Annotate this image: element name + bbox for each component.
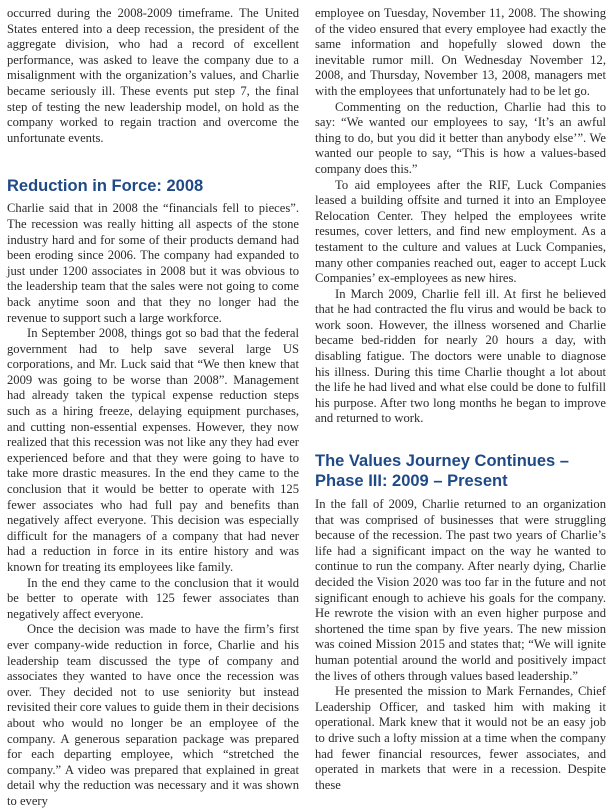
left-column — [7, 6, 299, 810]
right-column — [315, 6, 606, 793]
body-paragraph: He presented the mission to Mark Fernandes, Chief Leadership Officer, and tasked him with making it operational. Mark knew that it would not be an easy job to drive such a lofty mission at a time when the company had fewer financial resources, fewer associates, and operated in markets that were in a recession. Despite these — [315, 684, 606, 792]
body-paragraph: employee on Tuesday, November 11, 2008. The showing of the video ensured that every employee had exactly the same information and hopefully slowed down the inevitable rumor mill. On Wednesday November 12, 2008, and Thursday, November 13, 2008, managers met with the employees that unfortunately had to be let go. — [315, 6, 606, 98]
section-heading-values-journey: The Values Journey Continues – Phase III: 2009 – Present — [315, 452, 569, 491]
section-heading-reduction-in-force: Reduction in Force: 2008 — [7, 177, 204, 196]
body-paragraph: Charlie said that in 2008 the “financials fell to pieces”. The recession was really hitting all aspects of the stone industry hard and for some of their products demand had been eroding since 2006. The company had expanded to just under 1200 associates in 2008 but it was obvious to the leadership team that the sales were not going to come back anytime soon and that they no longer had the revenue to support such a large workforce. — [7, 201, 299, 325]
body-paragraph: In the fall of 2009, Charlie returned to an organization that was comprised of businesses that were struggling because of the recession. The past two years of Charlie’s life had a significant impact on the way he wanted to continue to run the company. After nearly dying, Charlie decided the Vision 2020 was too far in the future and not significant enough to achieve his goals for the company. He rewrote the vision with an even higher purpose and shortened the time span by five years. The new mission was coined Mission 2015 and states that; “We will ignite human potential around the world and positively impact the lives of others through values based leadership.” — [315, 497, 606, 683]
body-paragraph: Commenting on the reduction, Charlie had this to say: “We wanted our employees to say, ‘It’s an awful thing to do, but you did it better than anybody else’”. We wanted our people to say, “This is how a values-based company does this.” — [315, 99, 606, 176]
body-paragraph: In March 2009, Charlie fell ill. At first he believed that he had contracted the flu virus and would be back to work soon. However, the illness worsened and Charlie became bed-ridden for nearly 20 hours a day, with disabling fatigue. The doctors were unable to diagnose his illness. During this time Charlie thought a lot about the life he had lived and what else could be done to fulfill his purpose. After two long months he began to improve and returned to work. — [315, 286, 606, 426]
body-paragraph: To aid employees after the RIF, Luck Companies leased a building offsite and turned it into an Employee Relocation Center. They helped the employees write resumes, cover letters, and find new employment. As a testament to the culture and values at Luck Companies, many other companies reached out, eager to accept Luck Companies’ ex-employees as new hires. — [315, 177, 606, 286]
intro-paragraph: occurred during the 2008-2009 timeframe. The United States entered into a deep recession, the president of the aggregate division, who had a record of excellent performance, was asked to leave the company due to a misalignment with the organization’s values, and Charlie became seriously ill. These events put step 7, the final step of testing the new leadership model, on hold as the company worked to regain traction and overcome the unfortunate events. — [7, 6, 299, 145]
body-paragraph: Once the decision was made to have the firm’s first ever company-wide reduction in force, Charlie and his leadership team discussed the type of company and associates they wanted to have once the recession was over. They decided not to use seniority but instead revisited their core values to guide them in their decisions about who would no longer be an employee of the company. A generous separation package was prepared for each departing employee, which “stretched the company.” A video was prepared that explained in great detail why the reduction was necessary and it was shown to every — [7, 622, 299, 808]
body-paragraph: In September 2008, things got so bad that the federal government had to help save several large US corporations, and Mr. Luck said that “We then knew that 2009 was going to be worse than 2008”. Management had already taken the typical expense reduction steps such as a hiring freeze, delaying equipment purchases, and cutting non-essential expenses. However, they now realized that this recession was not like any they had ever experienced before and that they were going to have to take more drastic measures. In the end they came to the conclusion that it would be better to operate with 125 fewer associates who had full pay and benefits than negatively affect everyone. This decision was especially difficult for the managers of a company that had never had a reduction in force in its entire history and was known for treating its employees like family. — [7, 326, 299, 574]
body-paragraph: In the end they came to the conclusion that it would be better to operate with 125 fewer associates than negatively affect everyone. — [7, 575, 299, 621]
